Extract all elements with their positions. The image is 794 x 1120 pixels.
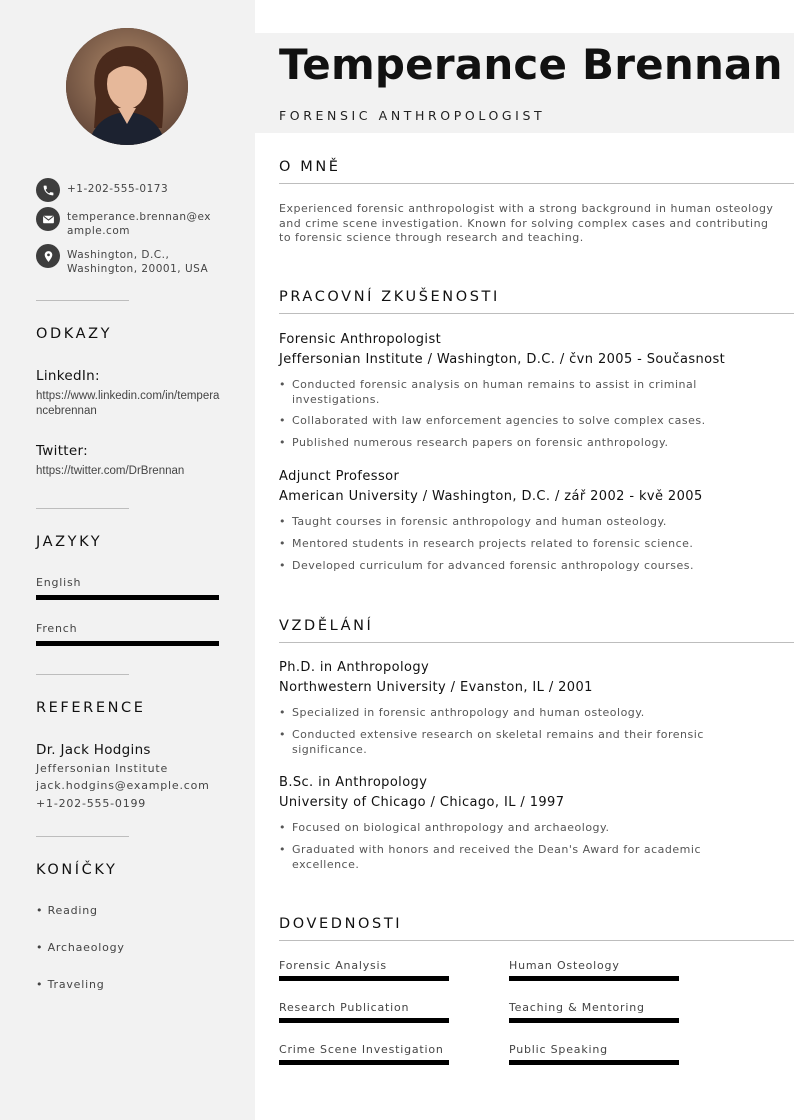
degree-subtitle: University of Chicago / Chicago, IL / 1997	[279, 795, 565, 810]
reference-phone[interactable]: +1-202-555-0199	[36, 797, 147, 810]
linkedin-link[interactable]: https://www.linkedin.com/in/temperancebrennan	[36, 390, 220, 417]
divider	[36, 836, 129, 837]
job-bullet: • Collaborated with law enforcement agencies to solve complex cases.	[279, 414, 729, 429]
job-subtitle: American University / Washington, D.C. / zář 2002 - kvě 2005	[279, 489, 703, 504]
contact-phone	[36, 178, 226, 202]
degree-bullet: • Focused on biological anthropology and archaeology.	[279, 821, 729, 836]
skill-name: Crime Scene Investigation	[279, 1043, 444, 1056]
skill-level-bar	[279, 1018, 449, 1023]
skill-name: Teaching & Mentoring	[509, 1001, 645, 1014]
degree-title: Ph.D. in Anthropology	[279, 660, 430, 675]
person-name: Temperance Brennan	[279, 40, 783, 89]
job-subtitle: Jeffersonian Institute / Washington, D.C. / čvn 2005 - Současnost	[279, 352, 726, 367]
hobby-item: • Archaeology	[36, 941, 125, 954]
address-line-1: Washington, D.C.,	[67, 249, 170, 261]
address-text	[67, 244, 208, 276]
section-divider	[279, 183, 794, 184]
reference-email[interactable]: jack.hodgins@example.com	[36, 779, 210, 792]
email-text[interactable]: temperance.brennan@example.com	[67, 211, 212, 237]
job-bullet: • Mentored students in research projects related to forensic science.	[279, 537, 729, 552]
skill-name: Research Publication	[279, 1001, 410, 1014]
skill-level-bar	[509, 976, 679, 981]
skills-heading: DOVEDNOSTI	[279, 916, 403, 932]
section-divider	[279, 940, 794, 941]
reference-name: Dr. Jack Hodgins	[36, 742, 151, 758]
skill-level-bar	[279, 1060, 449, 1065]
section-divider	[279, 313, 794, 314]
phone-text[interactable]: +1-202-555-0173	[67, 183, 169, 195]
email-icon	[36, 207, 60, 231]
references-heading: REFERENCE	[36, 700, 146, 716]
contact-address	[36, 244, 226, 276]
job-bullet: • Published numerous research papers on forensic anthropology.	[279, 436, 729, 451]
skill-name: Human Osteology	[509, 959, 620, 972]
skill-name: Public Speaking	[509, 1043, 608, 1056]
about-heading: O MNĚ	[279, 159, 341, 175]
degree-bullet: • Conducted extensive research on skeletal remains and their forensic significance.	[279, 728, 729, 757]
education-heading: VZDĚLÁNÍ	[279, 618, 374, 634]
job-bullet: • Developed curriculum for advanced forensic anthropology courses.	[279, 559, 729, 574]
hobby-label: Reading	[47, 904, 98, 917]
hobby-label: Archaeology	[47, 941, 125, 954]
job-bullet: • Taught courses in forensic anthropology and human osteology.	[279, 515, 729, 530]
phone-icon	[36, 178, 60, 202]
degree-subtitle: Northwestern University / Evanston, IL / 2001	[279, 680, 593, 695]
linkedin-label: LinkedIn:	[36, 368, 100, 384]
links-heading: ODKAZY	[36, 326, 113, 342]
skill-level-bar	[509, 1060, 679, 1065]
twitter-link[interactable]: https://twitter.com/DrBrennan	[36, 465, 185, 477]
hobby-item: • Reading	[36, 904, 98, 917]
job-title: Adjunct Professor	[279, 469, 400, 484]
contact-email	[36, 207, 226, 238]
divider	[36, 674, 129, 675]
experience-heading: PRACOVNÍ ZKUŠENOSTI	[279, 289, 500, 305]
job-title: Forensic Anthropologist	[279, 332, 442, 347]
language-name: French	[36, 622, 78, 635]
hobbies-heading: KONÍČKY	[36, 862, 118, 878]
languages-heading: JAZYKY	[36, 534, 103, 550]
location-icon	[36, 244, 60, 268]
degree-bullet: • Specialized in forensic anthropology and human osteology.	[279, 706, 729, 721]
skill-level-bar	[509, 1018, 679, 1023]
reference-org: Jeffersonian Institute	[36, 762, 169, 775]
language-name: English	[36, 576, 82, 589]
job-bullet: • Conducted forensic analysis on human remains to assist in criminal investigations.	[279, 378, 729, 407]
language-level-bar	[36, 595, 219, 600]
section-divider	[279, 642, 794, 643]
divider	[36, 508, 129, 509]
address-line-2: Washington, 20001, USA	[67, 263, 209, 275]
skill-name: Forensic Analysis	[279, 959, 387, 972]
person-title: FORENSIC ANTHROPOLOGIST	[279, 108, 546, 123]
degree-bullet: • Graduated with honors and received the Dean's Award for academic excellence.	[279, 843, 729, 872]
hobby-item: • Traveling	[36, 978, 105, 991]
hobby-label: Traveling	[47, 978, 105, 991]
twitter-label: Twitter:	[36, 443, 88, 459]
language-level-bar	[36, 641, 219, 646]
degree-title: B.Sc. in Anthropology	[279, 775, 428, 790]
divider	[36, 300, 129, 301]
about-text: Experienced forensic anthropologist with a strong background in human osteology and crime scene investigation. Known for solving complex cases and contributing to forensic science through research and teaching.	[279, 202, 774, 244]
skill-level-bar	[279, 976, 449, 981]
profile-photo	[66, 28, 188, 145]
sidebar	[0, 0, 255, 1120]
